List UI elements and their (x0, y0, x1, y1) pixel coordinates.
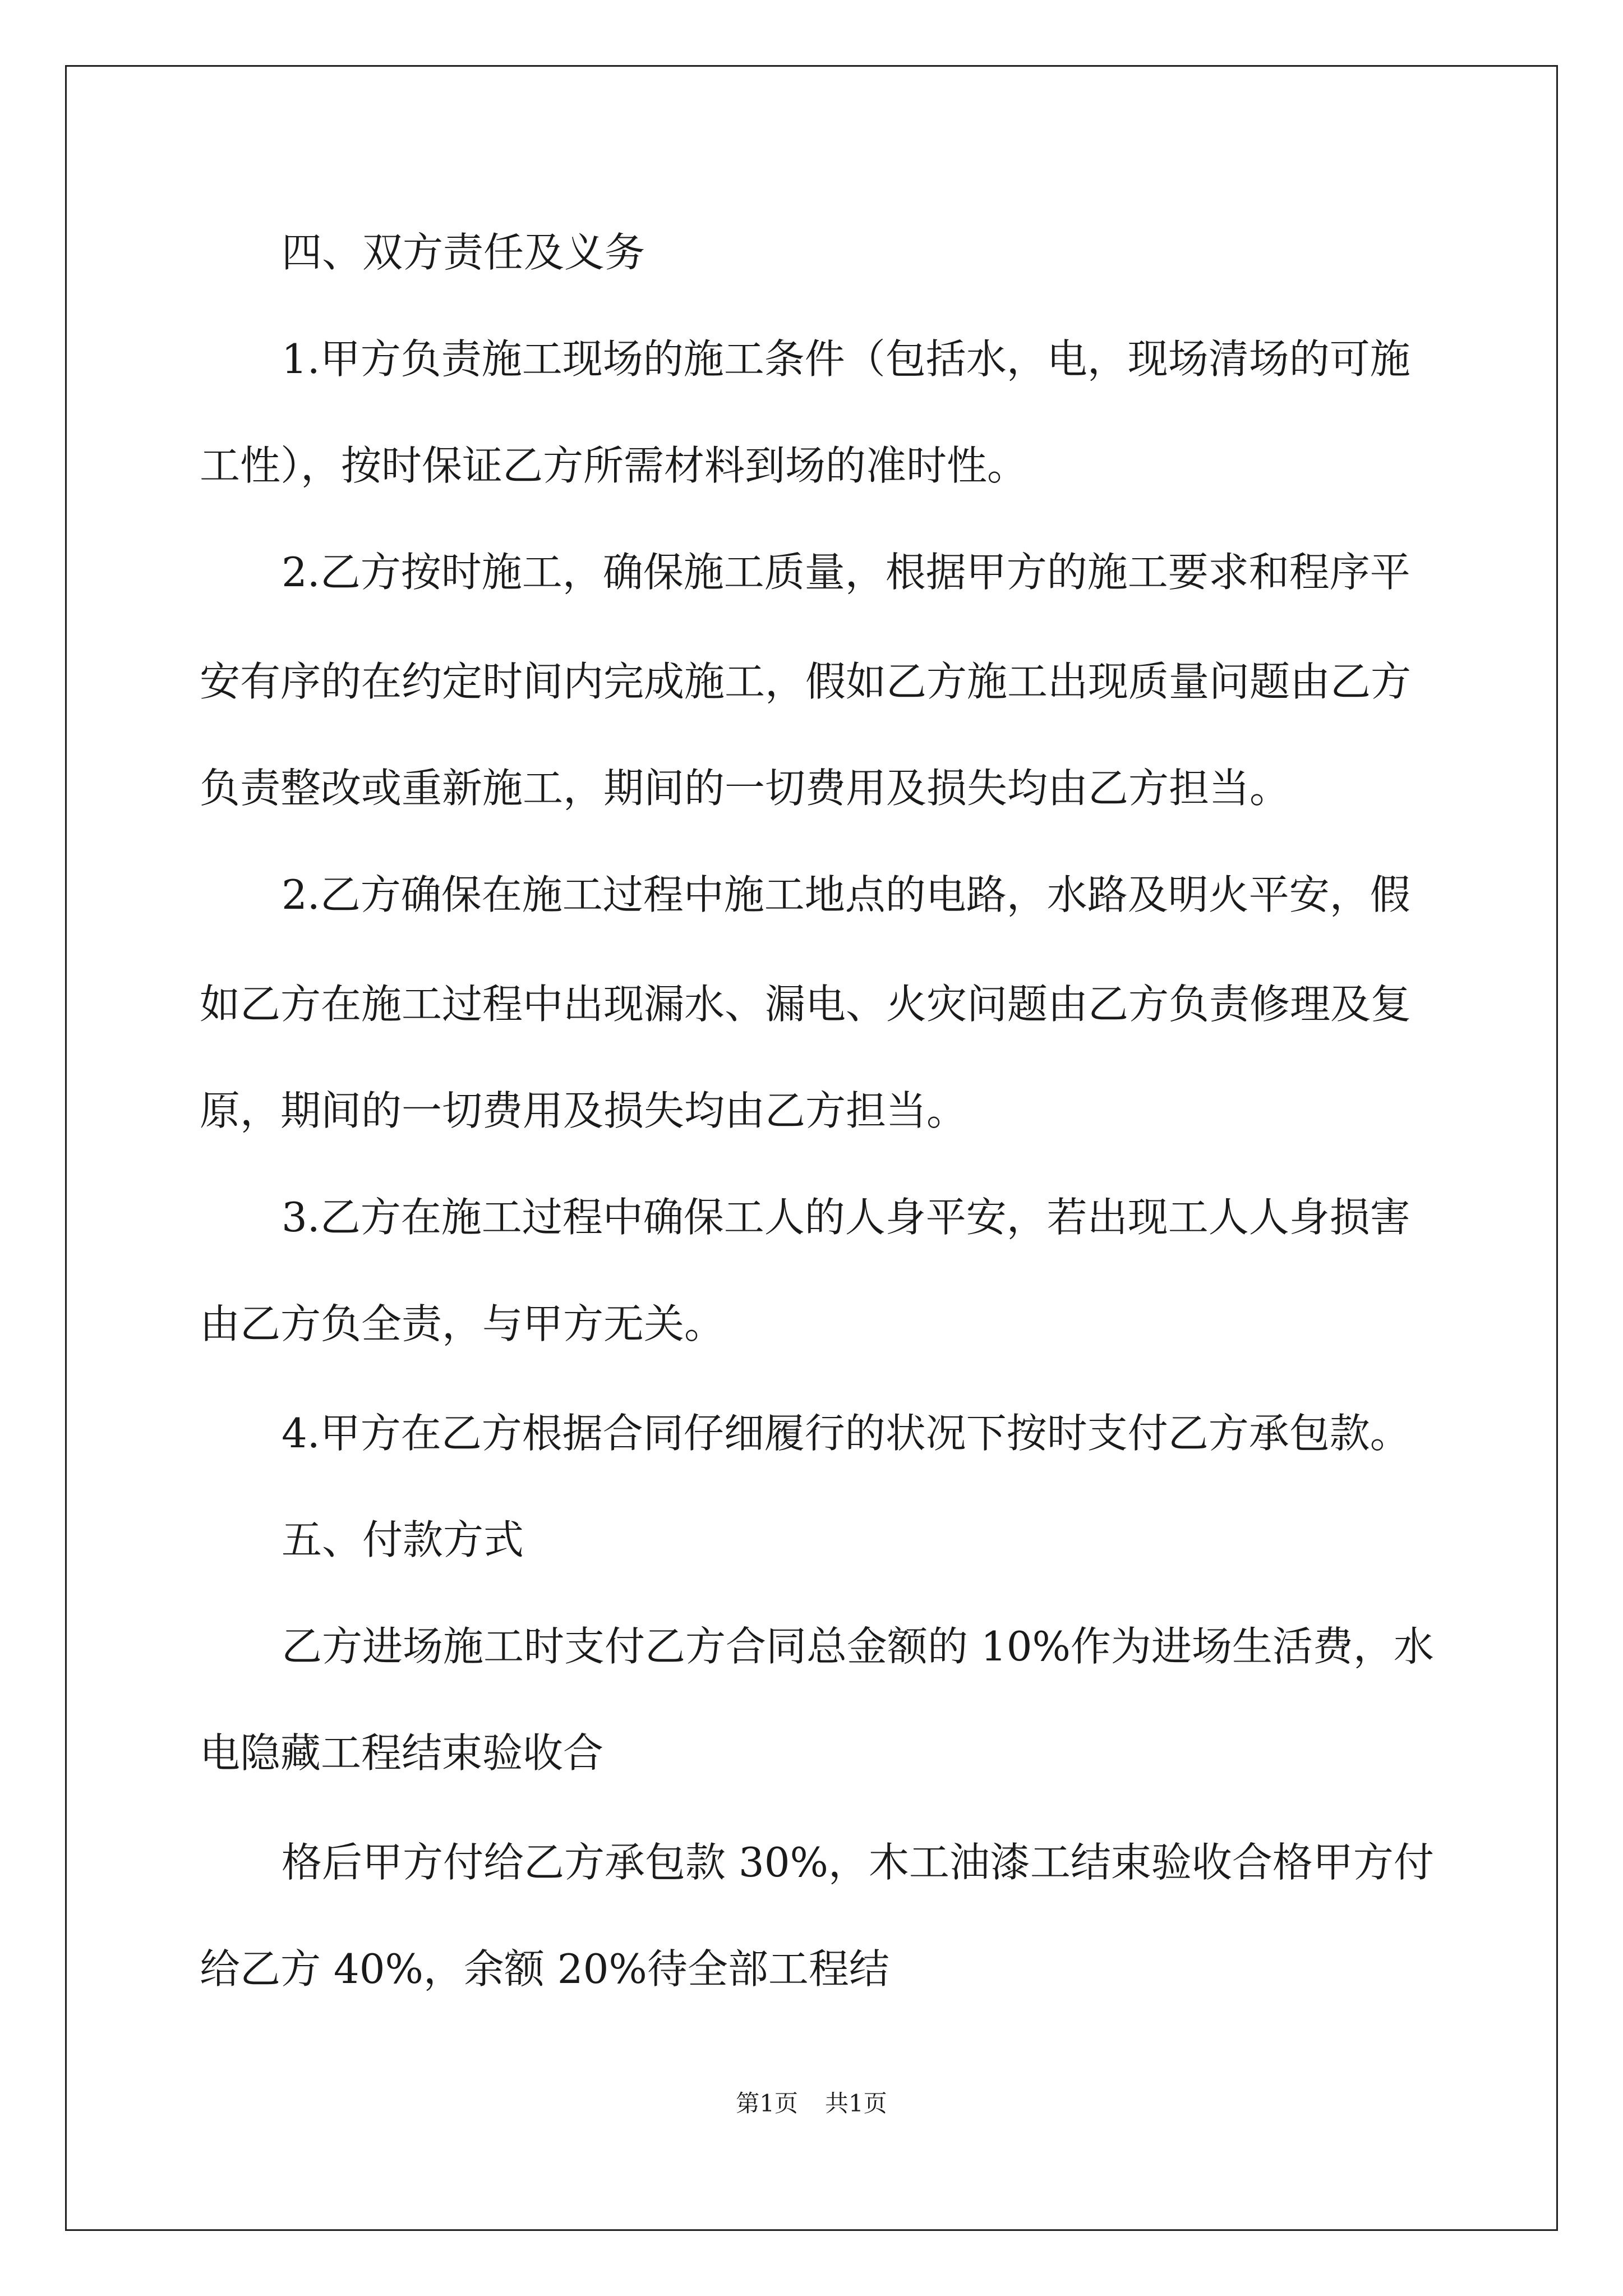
paragraph-line: 原，期间的一切费用及损失均由乙方担当。 (200, 1087, 967, 1134)
paragraph-line: 工性），按时保证乙方所需材料到场的准时性。 (200, 442, 1028, 489)
section-heading-payment: 五、付款方式 (282, 1516, 524, 1563)
paragraph-line: 给乙方 40%，余额 20%待全部工程结 (200, 1945, 889, 1993)
paragraph-line: 电隐藏工程结束验收合 (200, 1729, 604, 1777)
paragraph-line: 2.乙方确保在施工过程中施工地点的电路，水路及明火平安，假 (282, 871, 1410, 918)
page-number: 第1页 (736, 2090, 798, 2117)
paragraph-line: 乙方进场施工时支付乙方合同总金额的 10%作为进场生活费，水 (282, 1623, 1434, 1670)
paragraph-line: 2.乙方按时施工，确保施工质量，根据甲方的施工要求和程序平 (282, 549, 1410, 596)
page-footer (0, 2087, 1623, 2120)
page-border (65, 65, 1558, 2231)
paragraph-line: 安有序的在约定时间内完成施工，假如乙方施工出现质量问题由乙方 (200, 658, 1412, 705)
section-heading-responsibilities: 四、双方责任及义务 (282, 229, 645, 276)
paragraph-line: 由乙方负全责，与甲方无关。 (200, 1300, 725, 1347)
paragraph-line: 4.甲方在乙方根据合同仔细履行的状况下按时支付乙方承包款。 (282, 1410, 1410, 1457)
paragraph-line: 负责整改或重新施工，期间的一切费用及损失均由乙方担当。 (200, 765, 1290, 812)
page-total: 共1页 (825, 2090, 887, 2117)
paragraph-line: 3.乙方在施工过程中确保工人的人身平安，若出现工人人身损害 (282, 1194, 1410, 1241)
paragraph-line: 1.甲方负责施工现场的施工条件（包括水，电，现场清场的可施 (282, 335, 1410, 383)
paragraph-line: 如乙方在施工过程中出现漏水、漏电、火灾问题由乙方负责修理及复 (200, 981, 1412, 1028)
paragraph-line: 格后甲方付给乙方承包款 30%，木工油漆工结束验收合格甲方付 (282, 1839, 1434, 1886)
